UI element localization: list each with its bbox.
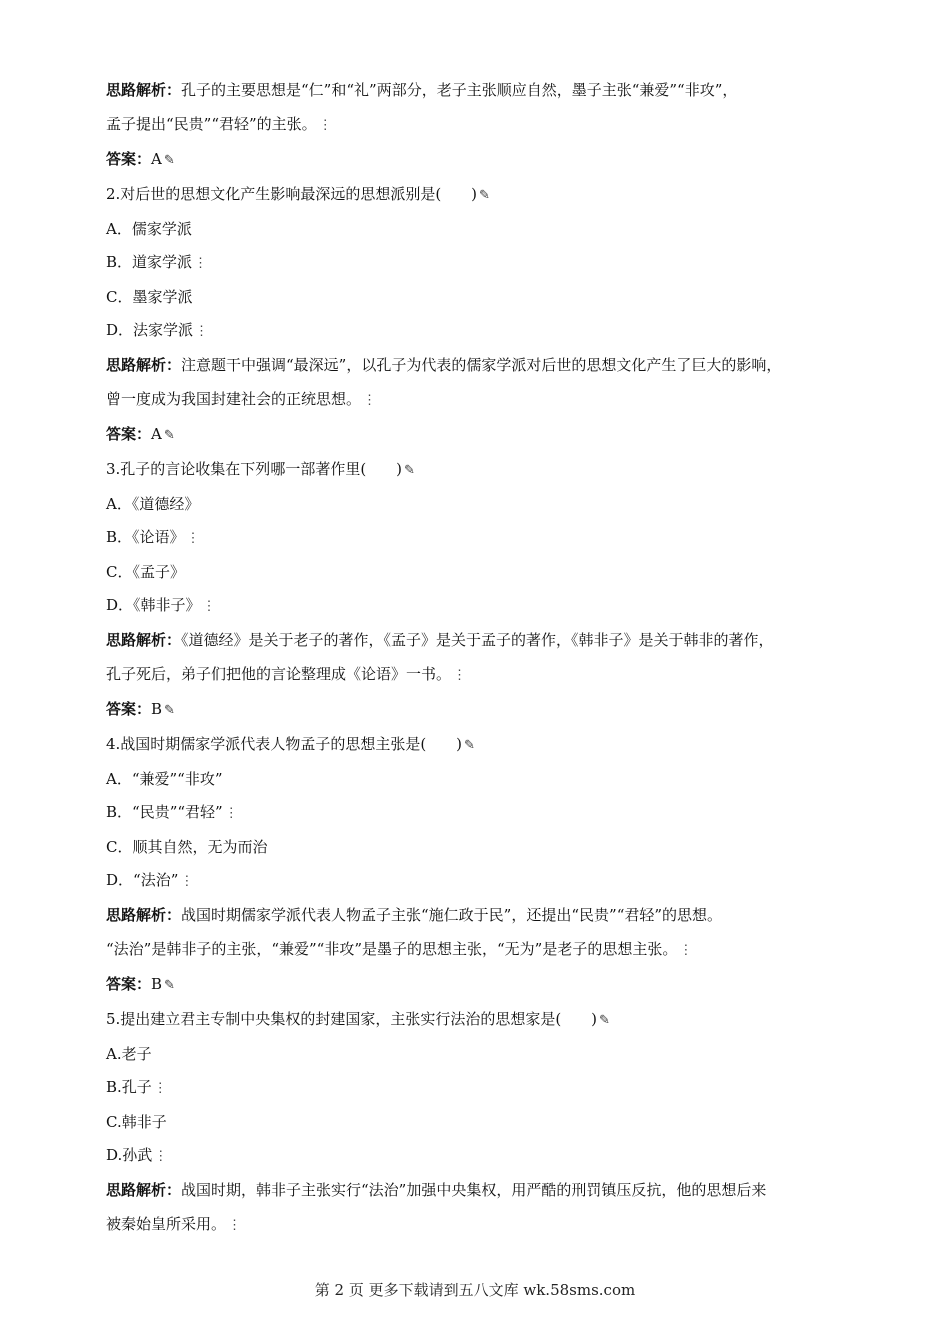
ellipsis-marker-icon: ⋮ (363, 393, 377, 408)
answer-option (106, 562, 876, 582)
ellipsis-marker-icon: ⋮ (202, 599, 216, 614)
pencil-marker-icon: ✎ (464, 738, 475, 753)
analysis-block (106, 355, 876, 411)
analysis-line (106, 939, 876, 961)
answer-option (106, 320, 876, 342)
pencil-marker-icon: ✎ (163, 153, 175, 168)
analysis-label: 思路解析： (106, 906, 182, 924)
option-text: A．《道德经》 (106, 495, 200, 513)
question-stem (106, 184, 876, 206)
answer-line (106, 699, 876, 721)
analysis-text: “法治”是韩非子的主张，“兼爱”“非攻”是墨子的思想主张，“无为”是老子的思想主张。 (106, 940, 678, 958)
answer-value: B (151, 975, 163, 993)
ellipsis-marker-icon: ⋮ (186, 531, 200, 546)
answer-option (106, 1077, 876, 1099)
answer-label: 答案： (106, 975, 152, 993)
answer-option (106, 527, 876, 549)
analysis-line (106, 80, 876, 100)
pencil-marker-icon: ✎ (479, 188, 490, 203)
analysis-text: 战国时期，韩非子主张实行“法治”加强中央集权，用严酷的刑罚镇压反抗，他的思想后来 (181, 1181, 767, 1199)
analysis-text: 孔子的主要思想是“仁”和“礼”两部分，老子主张顺应自然，墨子主张“兼爱”“非攻”， (181, 81, 738, 99)
answer-option (106, 837, 876, 857)
question-stem (106, 734, 876, 756)
question-text: 2.对后世的思想文化产生影响最深远的思想派别是( ) (106, 185, 478, 203)
ellipsis-marker-icon: ⋮ (195, 324, 209, 339)
option-text: C.韩非子 (106, 1113, 167, 1131)
option-text: D．法家学派 (106, 321, 194, 339)
option-text: D．“法治” (106, 871, 179, 889)
ellipsis-marker-icon: ⋮ (228, 1218, 242, 1233)
option-text: B.孔子 (106, 1078, 152, 1096)
pencil-marker-icon: ✎ (164, 978, 175, 993)
analysis-text: 注意题干中强调“最深远”，以孔子为代表的儒家学派对后世的思想文化产生了巨大的影响， (181, 356, 782, 374)
analysis-line (106, 355, 876, 375)
pencil-marker-icon: ✎ (163, 428, 175, 443)
page-footer: 第 2 页 更多下载请到五八文库 wk.58sms.com (314, 1281, 636, 1299)
analysis-text: 《道德经》是关于老子的著作，《孟子》是关于孟子的著作，《韩非子》是关于韩非的著作， (181, 631, 774, 649)
analysis-line (106, 114, 876, 136)
answer-value: B (151, 700, 163, 718)
analysis-line (106, 905, 876, 925)
analysis-block (106, 80, 876, 136)
analysis-text: 战国时期儒家学派代表人物孟子主张“施仁政于民”，还提出“民贵”“君轻”的思想。 (181, 906, 723, 924)
ellipsis-marker-icon: ⋮ (154, 1149, 168, 1164)
answer-option (106, 769, 876, 789)
answer-label: 答案： (106, 150, 152, 168)
ellipsis-marker-icon: ⋮ (153, 1081, 167, 1096)
answer-option (106, 287, 876, 307)
analysis-block (106, 630, 876, 686)
option-text: C．顺其自然，无为而治 (106, 838, 268, 856)
ellipsis-marker-icon: ⋮ (679, 943, 693, 958)
analysis-line (106, 1214, 876, 1236)
analysis-line (106, 630, 876, 650)
analysis-block (106, 1180, 876, 1236)
answer-value: A (151, 150, 162, 168)
analysis-label: 思路解析： (106, 356, 182, 374)
answer-label: 答案： (106, 700, 152, 718)
question-stem (106, 1009, 876, 1031)
question-text: 4.战国时期儒家学派代表人物孟子的思想主张是( ) (106, 735, 463, 753)
answer-line (106, 424, 876, 446)
answer-option (106, 1112, 876, 1132)
pencil-marker-icon: ✎ (404, 463, 415, 478)
option-text: B．道家学派 (106, 253, 193, 271)
answer-option (106, 595, 876, 617)
answer-option (106, 1044, 876, 1064)
option-text: A.老子 (106, 1045, 152, 1063)
analysis-text: 孔子死后，弟子们把他的言论整理成《论语》一书。 (106, 665, 452, 683)
ellipsis-marker-icon: ⋮ (194, 256, 208, 271)
answer-option (106, 219, 876, 239)
analysis-line (106, 389, 876, 411)
analysis-text: 孟子提出“民贵”“君轻”的主张。 (106, 115, 317, 133)
ellipsis-marker-icon: ⋮ (224, 806, 238, 821)
option-text: A．儒家学派 (106, 220, 192, 238)
question-text: 5.提出建立君主专制中央集权的封建国家，主张实行法治的思想家是( ) (106, 1010, 598, 1028)
question-text: 3.孔子的言论收集在下列哪一部著作里( ) (106, 460, 403, 478)
answer-option (106, 870, 876, 892)
pencil-marker-icon: ✎ (164, 703, 175, 718)
answer-value: A (151, 425, 162, 443)
answer-label: 答案： (106, 425, 152, 443)
option-text: A．“兼爱”“非攻” (106, 770, 223, 788)
question-stem (106, 459, 876, 481)
answer-option (106, 802, 876, 824)
analysis-line (106, 1180, 876, 1200)
answer-line (106, 974, 876, 996)
answer-option (106, 494, 876, 514)
option-text: C．墨家学派 (106, 288, 193, 306)
document-body (106, 80, 876, 1249)
answer-option (106, 1145, 876, 1167)
answer-line (106, 149, 876, 171)
pencil-marker-icon: ✎ (599, 1013, 610, 1028)
answer-option (106, 252, 876, 274)
analysis-text: 被秦始皇所采用。 (106, 1215, 227, 1233)
ellipsis-marker-icon: ⋮ (318, 118, 332, 133)
option-text: C．《孟子》 (106, 563, 185, 581)
option-text: D.孙武 (106, 1146, 153, 1164)
ellipsis-marker-icon: ⋮ (180, 874, 194, 889)
analysis-line (106, 664, 876, 686)
ellipsis-marker-icon: ⋮ (453, 668, 467, 683)
option-text: D．《韩非子》 (106, 596, 201, 614)
option-text: B．“民贵”“君轻” (106, 803, 223, 821)
analysis-block (106, 905, 876, 961)
analysis-text: 曾一度成为我国封建社会的正统思想。 (106, 390, 362, 408)
analysis-label: 思路解析： (106, 1181, 182, 1199)
option-text: B．《论语》 (106, 528, 185, 546)
analysis-label: 思路解析： (106, 81, 182, 99)
analysis-label: 思路解析： (106, 631, 182, 649)
